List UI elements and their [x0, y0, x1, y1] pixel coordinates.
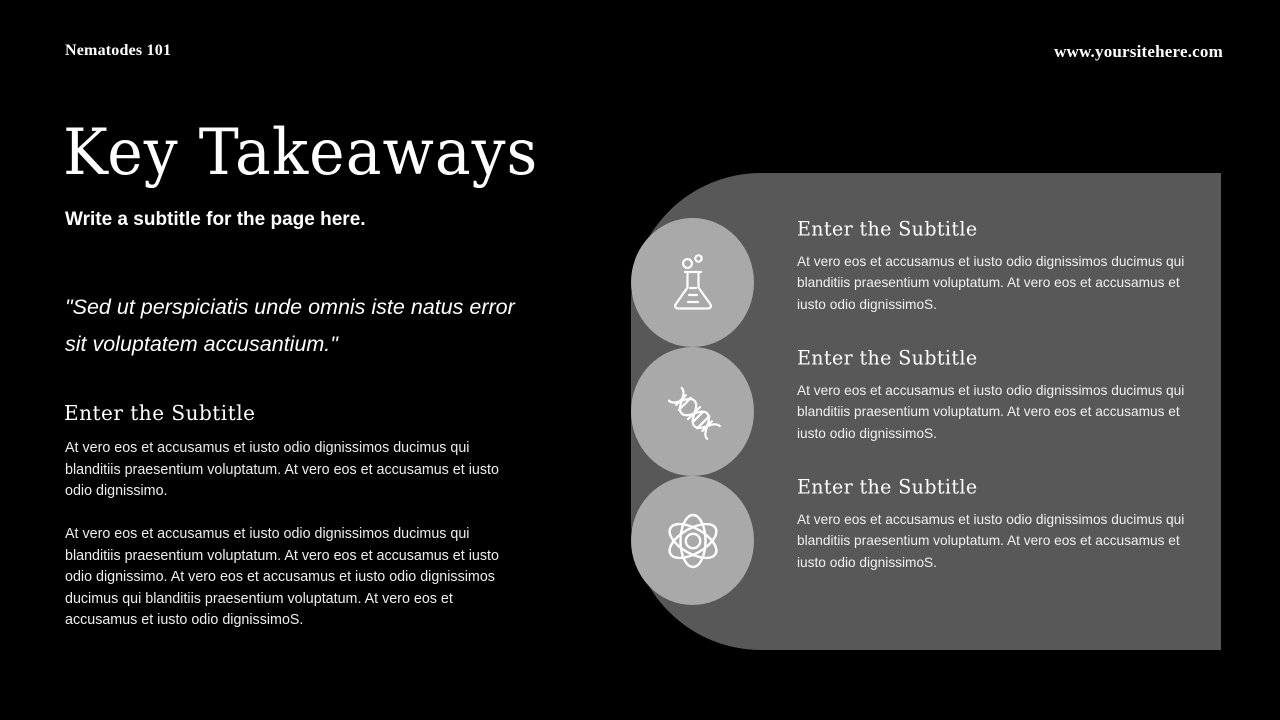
- list-item-heading: Enter the Subtitle: [797, 218, 978, 241]
- icon-badge: [631, 476, 754, 605]
- list-item-text: [797, 347, 1189, 444]
- list-item-text: [797, 218, 1189, 315]
- highlights-list: [631, 173, 1221, 650]
- page-subtitle: Write a subtitle for the page here.: [65, 209, 366, 230]
- icon-badge: [631, 347, 754, 476]
- list-item-body: At vero eos et accusamus et iusto odio dignissimos ducimus qui blanditiis praesentium voluptatum. At vero eos et accusamus et iusto odio dignissimoS.: [797, 512, 1185, 570]
- icon-badge: [631, 218, 754, 347]
- list-item-text: [797, 476, 1189, 573]
- list-item-heading: Enter the Subtitle: [797, 476, 978, 499]
- list-item-body: At vero eos et accusamus et iusto odio dignissimos ducimus qui blanditiis praesentium voluptatum. At vero eos et accusamus et iusto odio dignissimoS.: [797, 383, 1185, 441]
- list-item-body: At vero eos et accusamus et iusto odio dignissimos ducimus qui blanditiis praesentium voluptatum. At vero eos et accusamus et iusto odio dignissimoS.: [797, 254, 1185, 312]
- atom-icon: [662, 510, 724, 572]
- slide-kicker: Nematodes 101: [65, 42, 172, 59]
- flask-icon: [665, 252, 721, 314]
- list-item-heading: Enter the Subtitle: [797, 347, 978, 370]
- list-item: [631, 218, 1221, 347]
- list-item: [631, 347, 1221, 476]
- pull-quote: "Sed ut perspiciatis unde omnis iste natus error sit voluptatem accusantium.": [65, 295, 515, 356]
- page-title: Key Takeaways: [63, 115, 539, 190]
- dna-icon: [664, 383, 722, 441]
- website-url: www.yoursitehere.com: [1054, 42, 1223, 61]
- left-section-heading: Enter the Subtitle: [64, 400, 256, 425]
- left-paragraph-1: At vero eos et accusamus et iusto odio dignissimos ducimus qui blanditiis praesentium voluptatum. At vero eos et accusamus et iusto odio dignissimo.: [65, 440, 499, 500]
- list-item: [631, 476, 1221, 605]
- left-paragraph-2: At vero eos et accusamus et iusto odio dignissimos ducimus qui blanditiis praesentium voluptatum. At vero eos et accusamus et iusto odio dignissimo. At vero eos et accusamus et iusto odio dignissimos ducimus qui blanditiis praesentium voluptatum. At vero eos et accusamus et iusto odio dignissimoS.: [65, 526, 499, 629]
